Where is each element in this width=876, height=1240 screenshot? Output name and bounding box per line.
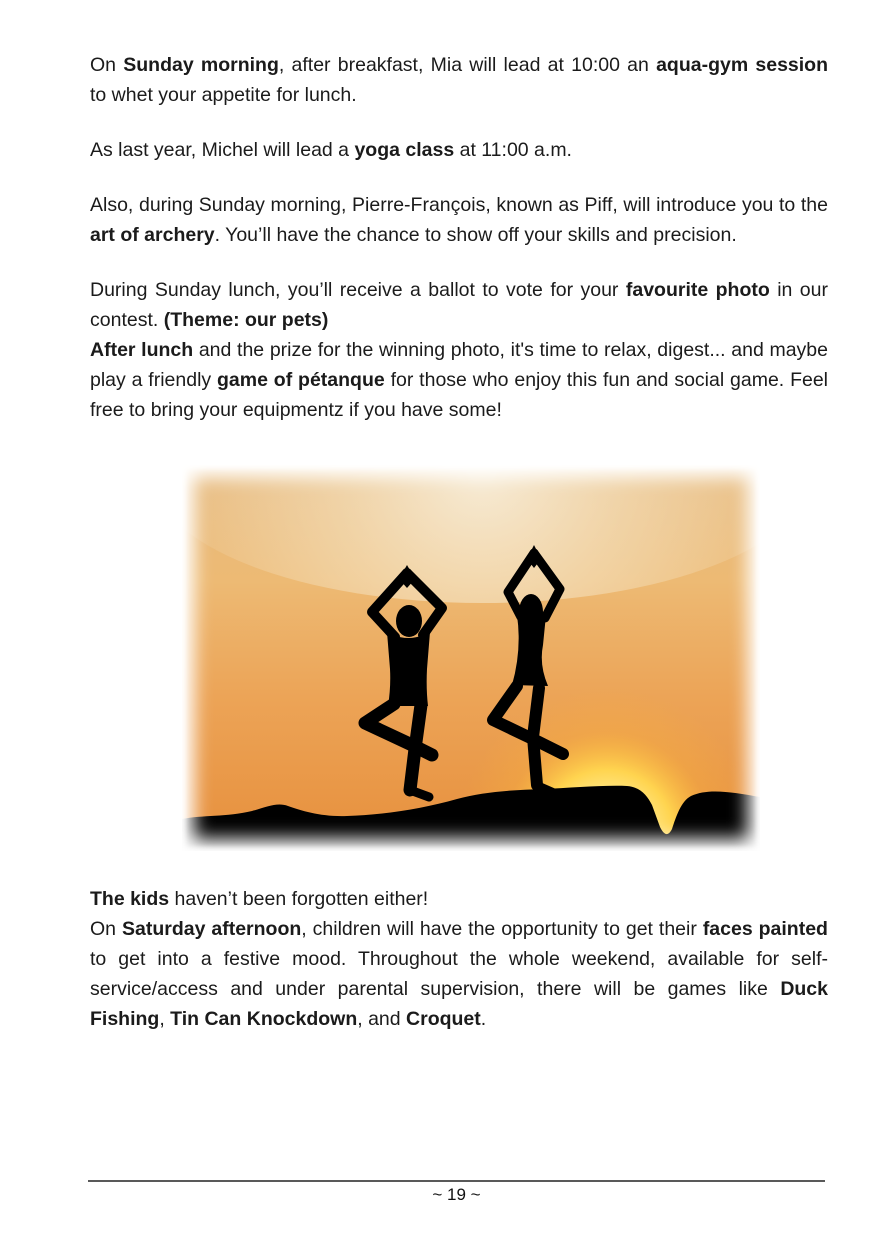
- text-run: and the prize for the winning photo, it's time to relax, digest... and maybe play a friendly: [90, 339, 828, 391]
- text-run: Sunday morning: [123, 54, 279, 76]
- text-run: , children will have the opportunity to get their: [301, 918, 703, 940]
- text-run: Tin Can Knockdown: [170, 1008, 358, 1030]
- text-run: game of pétanque: [217, 369, 385, 391]
- text-run: . You’ll have the chance to show off your skills and precision.: [214, 224, 737, 246]
- text-run: art of archery: [90, 224, 215, 246]
- text-run: Saturday afternoon: [121, 918, 302, 940]
- text-run: On: [90, 918, 122, 940]
- paragraph-petanque: [90, 335, 828, 425]
- paragraph-kids-intro: [90, 884, 828, 914]
- text-run: After lunch: [90, 339, 194, 361]
- text-run: During Sunday lunch, you’ll receive a ballot to vote for your: [90, 279, 626, 301]
- paragraph-photo-contest: [90, 275, 828, 335]
- paragraph-sunday-morning: [90, 50, 828, 110]
- text-run: haven’t been forgotten either!: [169, 888, 429, 910]
- text-run: Duck Fishing: [90, 978, 828, 1030]
- text-run: in our contest.: [90, 279, 828, 331]
- text-run: faces painted: [702, 918, 828, 940]
- text-run: favourite photo: [625, 279, 770, 301]
- page-number: ~ 19 ~: [432, 1185, 481, 1204]
- text-run: Croquet: [406, 1008, 481, 1030]
- paragraph-kids-activities: [90, 914, 828, 1034]
- footer-divider: [88, 1180, 825, 1182]
- text-run: to get into a festive mood. Throughout the whole weekend, available for self-service/access and under parental supervision, there will be games like: [90, 948, 828, 1000]
- text-run: , after breakfast, Mia will lead at 10:00 an: [278, 54, 657, 76]
- text-run: for those who enjoy this fun and social game. Feel free to bring your equipmentz if you have some!: [90, 369, 829, 421]
- text-run: (Theme: our pets): [163, 309, 329, 331]
- text-run: The kids: [90, 888, 170, 910]
- text-run: Also, during Sunday morning, Pierre-François, known as Piff, will introduce you to the: [90, 194, 828, 216]
- footer: [88, 1180, 825, 1207]
- text-run: yoga class: [354, 139, 455, 161]
- yoga-sunset-illustration: [182, 465, 760, 851]
- text-run: to whet your appetite for lunch.: [90, 84, 357, 106]
- yoga-sunset-photo: [182, 465, 760, 851]
- text-run: As last year, Michel will lead a: [90, 139, 355, 161]
- text-run: at 11:00 a.m.: [454, 139, 572, 161]
- text-run: .: [480, 1008, 487, 1030]
- text-run: aqua-gym session: [656, 54, 829, 76]
- paragraph-archery: [90, 190, 828, 250]
- text-run: ,: [159, 1008, 171, 1030]
- paragraph-yoga-class: [90, 135, 828, 165]
- text-run: On: [90, 54, 124, 76]
- text-run: , and: [357, 1008, 407, 1030]
